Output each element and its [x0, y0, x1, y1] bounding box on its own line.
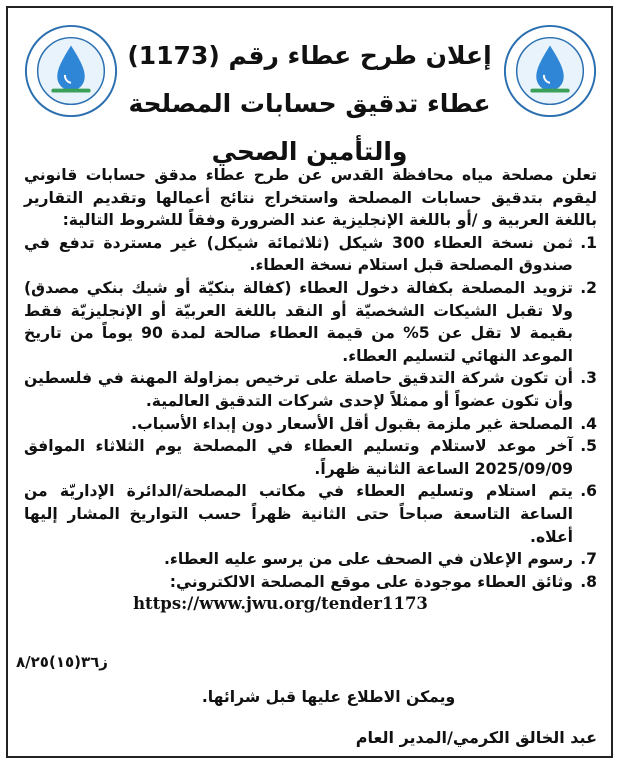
- condition-number: 6.: [580, 482, 597, 501]
- condition-text: المصلحة غير ملزمة بقبول أقل الأسعار دون إبداء الأسباب.: [131, 414, 573, 433]
- condition-number: 4.: [580, 414, 597, 433]
- condition-item: [24, 480, 597, 548]
- conditions-list: [24, 232, 597, 594]
- publication-code: ز٣٦(١٥)٨/٢٥: [16, 653, 108, 671]
- condition-text: أن تكون شركة التدقيق حاصلة على ترخيص بمزاولة المهنة في فلسطين وأن تكون عضواً أو ممثلاً لإحدى شركات التدقيق العالمية.: [24, 369, 573, 410]
- condition-text: وثائق العطاء موجودة على موقع المصلحة الالكتروني:: [169, 572, 573, 591]
- condition-item: [24, 367, 597, 412]
- condition-item: [24, 413, 597, 436]
- condition-text: تزويد المصلحة بكفالة دخول العطاء (كفالة بنكيّة أو شيك بنكي مصدق) ولا تقبل الشيكات الشخصيّة أو النقد باللغة العربيّة أو الإنجليزيّة فقط بقيمة لا تقل عن 5% من قيمة العطاء صالحة لمدة 90 يوماً من تاريخ الموعد النهائي لتسليم العطاء.: [24, 278, 573, 365]
- condition-text: آخر موعد لاستلام وتسليم العطاء في المصلحة يوم الثلاثاء الموافق 2025/09/09 الساعة الثانية ظهراً.: [24, 437, 573, 478]
- condition-number: 3.: [580, 369, 597, 388]
- condition-text: ثمن نسخة العطاء 300 شيكل (ثلاثمائة شيكل) غير مستردة تدفع في صندوق المصلحة قبل استلام نسخة العطاء.: [24, 233, 573, 275]
- jwu-logo-right: [501, 22, 599, 120]
- condition-item: [24, 232, 597, 277]
- condition-item: [24, 548, 597, 571]
- title-line-3: والتأمين الصحي: [211, 137, 408, 166]
- intro-paragraph: تعلن مصلحة مياه محافظة القدس عن طرح عطاء مدقق حسابات قانوني ليقوم بتدقيق حسابات المصلحة واستخراج نتائج أعمالها وتقديم التقارير باللغة العربية و /أو باللغة الإنجليزية عند الضرورة وفقاً للشروط التالية:: [24, 166, 597, 230]
- title-line-2: عطاء تدقيق حسابات المصلحة: [128, 89, 491, 118]
- condition-item: [24, 571, 597, 594]
- condition-number: 8.: [580, 572, 597, 591]
- condition-item: [24, 277, 597, 367]
- announcement-body: [24, 164, 597, 616]
- water-drop-emblem-icon: [501, 22, 599, 120]
- condition-number: 7.: [580, 550, 597, 569]
- condition-number: 2.: [580, 278, 597, 297]
- condition-item: [24, 435, 597, 480]
- director-signature: عبد الخالق الكرمي/المدير العام: [355, 728, 597, 747]
- closing-note: ويمكن الاطلاع عليها قبل شرائها.: [201, 688, 456, 706]
- condition-number: 1.: [580, 233, 597, 252]
- announcement-title: [126, 32, 493, 176]
- condition-text: يتم استلام وتسليم العطاء في مكاتب المصلحة/الدائرة الإداريّة من الساعة التاسعة صباحاً حتى الثانية ظهراً حسب التواريخ المشار إليها أعلاه.: [24, 482, 573, 546]
- condition-number: 5.: [580, 437, 597, 456]
- tender-url-link[interactable]: https://www.jwu.org/tender1173: [133, 594, 428, 614]
- water-drop-emblem-icon: [22, 22, 120, 120]
- jwu-logo-left: [22, 22, 120, 120]
- title-line-1: إعلان طرح عطاء رقم (1173): [127, 41, 492, 70]
- condition-text: رسوم الإعلان في الصحف على من يرسو عليه العطاء.: [163, 550, 573, 569]
